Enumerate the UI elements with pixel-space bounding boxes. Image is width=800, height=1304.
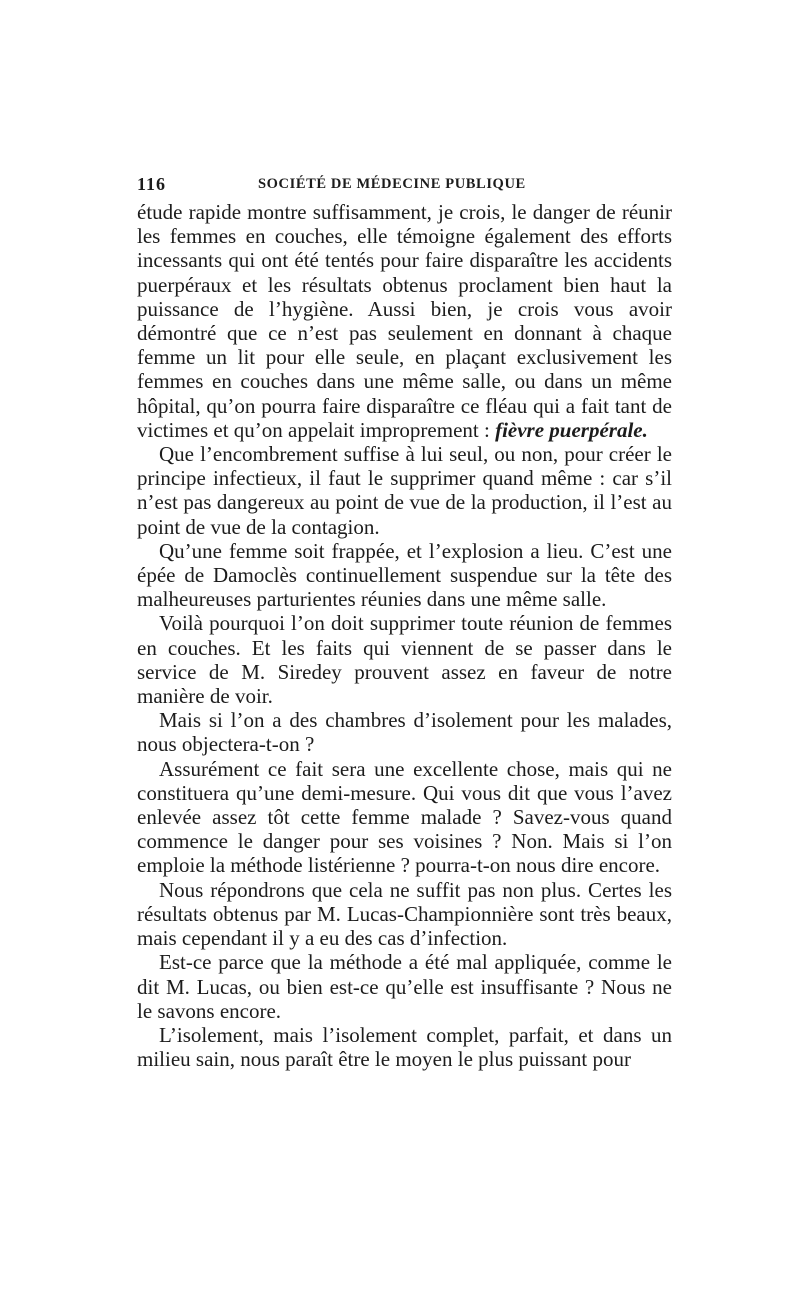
paragraph-text: Est-ce parce que la méthode a été mal appliquée, comme le dit M. Lucas, ou bien est-ce qu’elle est insuffisante ? Nous ne le savons encore. bbox=[137, 950, 672, 1023]
body-text bbox=[137, 200, 672, 1071]
paragraph-text: L’isolement, mais l’isolement complet, parfait, et dans un milieu sain, nous paraît être le moyen le plus puissant pour bbox=[137, 1022, 672, 1072]
book-page bbox=[137, 170, 672, 1071]
paragraph-text: Mais si l’on a des chambres d’isolement pour les malades, nous objectera-t-on ? bbox=[137, 708, 672, 757]
paragraph bbox=[137, 708, 672, 756]
paragraph-text: Assurément ce fait sera une excellente chose, mais qui ne constituera qu’une demi-mesure. Qui vous dit que vous l’avez enlevée assez tôt cette femme malade ? Savez-vous quand commence le danger pour ses voisines ? Non. Mais si l’on emploie la méthode listérienne ? pourra-t-on nous dire encore. bbox=[137, 756, 672, 878]
paragraph bbox=[137, 200, 672, 442]
paragraph-text: étude rapide montre suffisamment, je crois, le danger de réunir les femmes en couches, elle témoigne également des efforts incessants qui ont été tentés pour faire disparaître les accidents puerpéraux et les résultats obtenus proclament bien haut la puissance de l’hygiène. Aussi bien, je crois vous avoir démontré que ce n’est pas seulement en donnant à chaque femme un lit pour elle seule, en plaçant exclusivement les femmes en couches dans une même salle, ou dans un même hôpital, qu’on pourra faire disparaître ce fléau qui a fait tant de victimes et qu’on appelait improprement : bbox=[137, 200, 672, 442]
paragraph-text: Nous répondrons que cela ne suffit pas non plus. Certes les résultats obtenus par M. Lucas-Championnière sont très beaux, mais cependant il y a eu des cas d’infection. bbox=[137, 877, 672, 951]
running-head bbox=[137, 170, 672, 200]
paragraph-text: Qu’une femme soit frappée, et l’explosion a lieu. C’est une épée de Damoclès continuellement suspendue sur la tête des malheureuses parturientes réunies dans une même salle. bbox=[137, 538, 672, 612]
running-title: SOCIÉTÉ DE MÉDECINE PUBLIQUE bbox=[258, 176, 526, 192]
italic-term: fièvre puerpérale. bbox=[495, 417, 648, 442]
paragraph bbox=[137, 442, 672, 539]
paragraph bbox=[137, 539, 672, 612]
paragraph-text: Voilà pourquoi l’on doit supprimer toute réunion de femmes en couches. Et les faits qui viennent de se passer dans le service de M. Siredey prouvent assez en faveur de notre manière de voir. bbox=[137, 611, 672, 709]
paragraph bbox=[137, 611, 672, 708]
paragraph bbox=[137, 757, 672, 878]
paragraph-text: Que l’encombrement suffise à lui seul, ou non, pour créer le principe infectieux, il faut le supprimer quand même : car s’il n’est pas dangereux au point de vue de la production, il l’est au point de vue de la contagion. bbox=[137, 442, 672, 539]
paragraph bbox=[137, 1023, 672, 1071]
page-number: 116 bbox=[137, 174, 167, 194]
paragraph bbox=[137, 950, 672, 1023]
paragraph bbox=[137, 878, 672, 951]
